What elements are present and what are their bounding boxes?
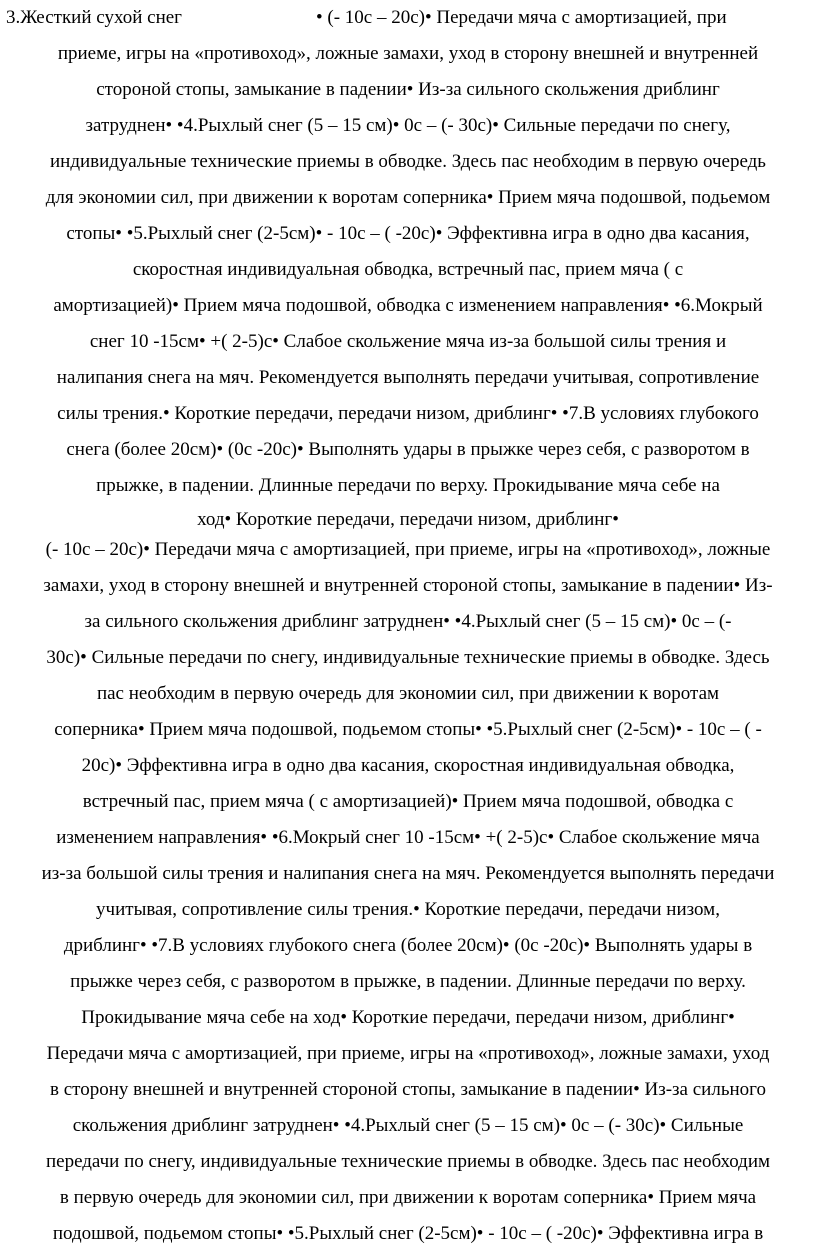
text-line: в сторону внешней и внутренней стороной стопы, замыкание в падении• Из-за сильного: [50, 1079, 766, 1100]
text-line: дриблинг• •7.В условиях глубокого снега (более 20см)• (0с -20с)• Выполнять удары в: [63, 935, 753, 956]
text-line: замахи, уход в сторону внешней и внутренней стороной стопы, замыкание в падении• Из-: [43, 575, 773, 596]
text-line: для экономии сил, при движении к воротам соперника• Прием мяча подошвой, подьемом: [45, 187, 771, 208]
text-line: прыжке через себя, с разворотом в прыжке, в падении. Длинные передачи по верху.: [70, 971, 746, 992]
text-line: ход• Короткие передачи, передачи низом, дриблинг•: [197, 509, 619, 530]
text-line: приеме, игры на «противоход», ложные замахи, уход в сторону внешней и внутренней: [57, 43, 759, 64]
text-line: скольжения дриблинг затруднен• •4.Рыхлый снег (5 – 15 см)• 0с – (- 30с)• Сильные: [72, 1115, 744, 1136]
section-heading: 3.Жесткий сухой снег: [6, 7, 182, 28]
text-line: встречный пас, прием мяча ( с амортизацией)• Прием мяча подошвой, обводка с: [82, 791, 734, 812]
text-line: [6, 0, 810, 36]
text-line: передачи по снегу, индивидуальные технические приемы в обводке. Здесь пас необходим: [45, 1151, 771, 1172]
text-line: подошвой, подьемом стопы• •5.Рыхлый снег (2-5см)• - 10с – ( -20с)• Эффективна игра в: [52, 1223, 764, 1244]
text-line: снег 10 -15см• +( 2-5)с• Слабое скольжение мяча из-за большой силы трения и: [89, 331, 727, 352]
text-line: пас необходим в первую очередь для экономии сил, при движении к воротам: [96, 683, 720, 704]
text-line: силы трения.• Короткие передачи, передачи низом, дриблинг• •7.В условиях глубокого: [57, 403, 759, 424]
text-line: прыжке, в падении. Длинные передачи по верху. Прокидывание мяча себе на: [96, 475, 720, 496]
text-line: затруднен• •4.Рыхлый снег (5 – 15 см)• 0с – (- 30с)• Сильные передачи по снегу,: [85, 115, 731, 136]
text-line: налипания снега на мяч. Рекомендуется выполнять передачи учитывая, сопротивление: [56, 367, 760, 388]
text-line: за сильного скольжения дриблинг затруднен• •4.Рыхлый снег (5 – 15 см)• 0с – (-: [84, 611, 732, 632]
text-line: снега (более 20см)• (0с -20с)• Выполнять удары в прыжке через себя, с разворотом в: [66, 439, 750, 460]
text-line: индивидуальные технические приемы в обводке. Здесь пас необходим в первую очередь: [50, 151, 766, 172]
text-line: соперника• Прием мяча подошвой, подьемом стопы• •5.Рыхлый снег (2-5см)• - 10с – ( -: [54, 719, 762, 740]
text-line: изменением направления• •6.Мокрый снег 10 -15см• +( 2-5)с• Слабое скольжение мяча: [56, 827, 760, 848]
text-line: в первую очередь для экономии сил, при движении к воротам соперника• Прием мяча: [59, 1187, 757, 1208]
text-line: из-за большой силы трения и налипания снега на мяч. Рекомендуется выполнять передачи: [41, 863, 775, 884]
text-line: скоростная индивидуальная обводка, встречный пас, прием мяча ( с: [132, 259, 684, 280]
text-line: стопы• •5.Рыхлый снег (2-5см)• - 10с – ( -20с)• Эффективна игра в одно два касания,: [66, 223, 750, 244]
text-line: (- 10с – 20с)• Передачи мяча с амортизацией, при приеме, игры на «противоход», ложные: [45, 539, 771, 560]
text-line: Передачи мяча с амортизацией, при приеме, игры на «противоход», ложные замахи, уход: [46, 1043, 770, 1064]
text-line: стороной стопы, замыкание в падении• Из-за сильного скольжения дриблинг: [96, 79, 720, 100]
text-segment: • (- 10с – 20с)• Передачи мяча с амортизацией, при: [315, 7, 727, 28]
text-line: учитывая, сопротивление силы трения.• Короткие передачи, передачи низом,: [96, 899, 720, 920]
text-line: Прокидывание мяча себе на ход• Короткие передачи, передачи низом, дриблинг•: [81, 1007, 735, 1028]
text-line: 30с)• Сильные передачи по снегу, индивидуальные технические приемы в обводке. Здесь: [46, 647, 770, 668]
text-line: 20с)• Эффективна игра в одно два касания, скоростная индивидуальная обводка,: [81, 755, 735, 776]
text-line: амортизацией)• Прием мяча подошвой, обводка с изменением направления• •6.Мокрый: [53, 295, 763, 316]
